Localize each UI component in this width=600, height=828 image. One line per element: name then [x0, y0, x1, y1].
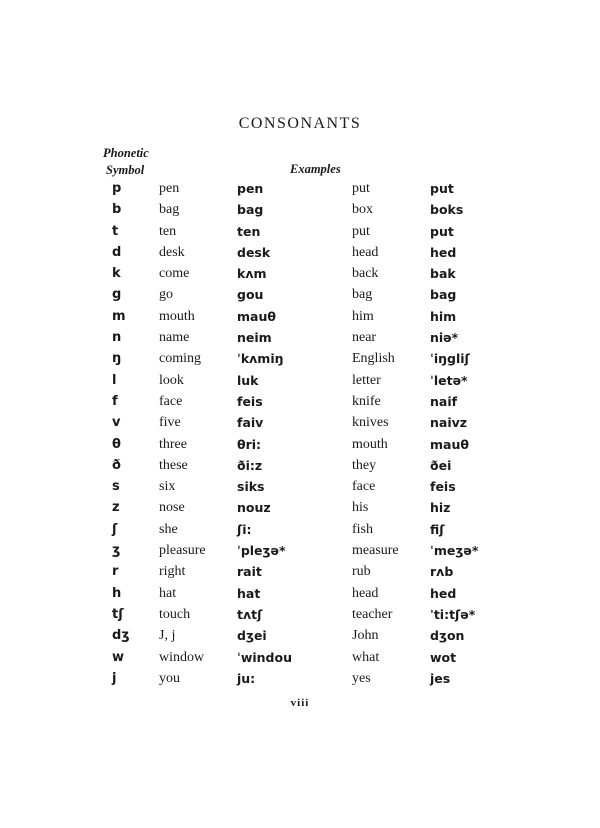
- example-word-2: knives: [352, 415, 389, 431]
- example-word: three: [159, 436, 187, 452]
- phonetic-symbol: ð: [112, 457, 121, 473]
- example-word-2: near: [352, 330, 377, 346]
- phonetic-symbol: f: [112, 393, 118, 409]
- example-word: these: [159, 457, 188, 473]
- example-word: come: [159, 266, 190, 282]
- example-word: ten: [159, 223, 177, 239]
- example-transcription-2: wot: [430, 649, 457, 665]
- example-transcription-2: rʌb: [430, 564, 454, 580]
- phonetic-symbol: l: [112, 372, 117, 388]
- example-transcription: neim: [237, 330, 272, 346]
- table-row: [0, 224, 600, 245]
- table-row: [0, 309, 600, 330]
- example-word-2: what: [352, 649, 380, 665]
- example-word: hat: [159, 585, 177, 601]
- example-transcription: kʌm: [237, 266, 267, 282]
- example-transcription: ʃi:: [237, 521, 252, 537]
- table-row: [0, 479, 600, 500]
- example-word-2: knife: [352, 393, 381, 409]
- symbol-header-line2: Symbol: [106, 163, 145, 177]
- example-transcription-2: ˈmeʒə*: [430, 543, 479, 559]
- symbol-header-line1: Phonetic: [103, 146, 149, 160]
- table-row: [0, 330, 600, 351]
- example-word-2: letter: [352, 372, 381, 388]
- table-row: [0, 181, 600, 202]
- phonetic-symbol: tʃ: [112, 606, 124, 622]
- example-word-2: box: [352, 202, 373, 218]
- example-word-2: they: [352, 457, 377, 473]
- example-word: J, j: [159, 628, 176, 644]
- example-word-2: bag: [352, 287, 373, 303]
- example-transcription: ˈkʌmiŋ: [237, 351, 284, 367]
- table-row: [0, 351, 600, 372]
- table-row: [0, 394, 600, 415]
- example-word: desk: [159, 244, 185, 260]
- table-row: [0, 543, 600, 564]
- phonetic-symbol: b: [112, 202, 122, 218]
- phonetic-symbol: t: [112, 223, 119, 239]
- phonetic-symbol: r: [112, 564, 119, 580]
- example-transcription: luk: [237, 372, 259, 388]
- example-transcription: pen: [237, 181, 264, 196]
- phonetic-symbol: n: [112, 330, 122, 346]
- phonetic-symbol: ʒ: [112, 543, 121, 559]
- example-transcription: bag: [237, 202, 264, 218]
- table-row: [0, 500, 600, 521]
- table-row: [0, 628, 600, 649]
- phonetic-symbol: v: [112, 415, 121, 431]
- example-transcription: θri:: [237, 436, 262, 452]
- example-transcription-2: ðei: [430, 457, 452, 473]
- table-row: [0, 287, 600, 308]
- phonetic-symbol: ʃ: [112, 521, 118, 537]
- example-transcription: siks: [237, 479, 265, 495]
- example-word: coming: [159, 351, 201, 367]
- example-word-2: teacher: [352, 606, 393, 622]
- example-transcription-2: hiz: [430, 500, 451, 516]
- example-transcription: tʌtʃ: [237, 606, 263, 622]
- page-title: CONSONANTS: [238, 115, 362, 132]
- example-transcription-2: hed: [430, 244, 457, 260]
- example-transcription: hat: [237, 585, 261, 601]
- example-transcription: faiv: [237, 415, 264, 431]
- example-transcription-2: fiʃ: [430, 521, 445, 537]
- page-number: viii: [290, 697, 310, 709]
- example-word-2: rub: [352, 564, 371, 580]
- phonetic-symbol: dʒ: [112, 628, 130, 644]
- example-word-2: English: [352, 351, 395, 367]
- example-word: five: [159, 415, 181, 431]
- example-transcription-2: bak: [430, 266, 456, 282]
- example-transcription-2: hed: [430, 585, 457, 601]
- example-transcription-2: him: [430, 308, 457, 324]
- example-transcription: ˈpleʒə*: [237, 543, 286, 559]
- example-word-2: measure: [352, 543, 399, 559]
- example-transcription-2: bag: [430, 287, 457, 303]
- phonetic-symbol: s: [112, 479, 120, 495]
- example-word: six: [159, 479, 176, 495]
- example-transcription-2: naivz: [430, 415, 468, 431]
- table-row: [0, 437, 600, 458]
- phonetic-symbol: h: [112, 585, 122, 601]
- example-word: you: [159, 670, 180, 686]
- example-word-2: head: [352, 244, 379, 260]
- table-row: [0, 415, 600, 436]
- example-transcription: dʒei: [237, 628, 267, 644]
- example-transcription: gou: [237, 287, 264, 303]
- example-transcription: ten: [237, 223, 261, 239]
- example-transcription-2: put: [430, 181, 454, 196]
- example-transcription: ði:z: [237, 457, 263, 473]
- example-transcription-2: mauθ: [430, 436, 469, 452]
- example-transcription-2: feis: [430, 479, 456, 495]
- example-word-2: John: [352, 628, 379, 644]
- example-word-2: put: [352, 223, 370, 239]
- example-transcription-2: put: [430, 223, 454, 239]
- example-transcription: ˈwindou: [237, 649, 292, 665]
- example-transcription-2: ˈletə*: [430, 372, 468, 388]
- example-word: touch: [159, 606, 191, 622]
- example-transcription: ju:: [237, 670, 256, 686]
- phonetic-symbol: m: [112, 308, 126, 324]
- example-word: nose: [159, 500, 185, 516]
- phonetic-symbol: z: [112, 500, 120, 516]
- example-word-2: face: [352, 479, 376, 495]
- example-transcription-2: boks: [430, 202, 464, 218]
- table-row: [0, 586, 600, 607]
- example-word: pleasure: [159, 543, 206, 559]
- example-word: go: [159, 287, 173, 303]
- example-transcription-2: dʒon: [430, 628, 465, 644]
- example-transcription-2: niə*: [430, 330, 459, 346]
- table-row: [0, 202, 600, 223]
- example-word: bag: [159, 202, 180, 218]
- example-transcription-2: naif: [430, 393, 458, 409]
- example-transcription: desk: [237, 244, 271, 260]
- table-row: [0, 607, 600, 628]
- example-transcription: mauθ: [237, 308, 276, 324]
- example-word-2: him: [352, 308, 374, 324]
- example-word-2: put: [352, 181, 370, 196]
- table-row: [0, 458, 600, 479]
- phonetic-symbol: g: [112, 287, 122, 303]
- phonetic-symbol: p: [112, 181, 122, 196]
- example-transcription: feis: [237, 393, 263, 409]
- phonetic-symbol: ŋ: [112, 351, 122, 367]
- table-row: [0, 564, 600, 585]
- example-transcription: rait: [237, 564, 262, 580]
- table-row: [0, 266, 600, 287]
- example-word-2: fish: [352, 521, 373, 537]
- example-transcription-2: ˈti:tʃə*: [430, 606, 476, 622]
- phonetic-symbol: d: [112, 244, 122, 260]
- phonetic-symbol: θ: [112, 436, 121, 452]
- example-transcription-2: jes: [430, 670, 451, 686]
- example-word: window: [159, 649, 205, 665]
- examples-column-header: Examples: [290, 162, 341, 176]
- symbol-column-header: [103, 145, 183, 179]
- table-row: [0, 650, 600, 671]
- example-word-2: yes: [352, 670, 371, 686]
- example-word: face: [159, 393, 183, 409]
- phonetic-symbol: k: [112, 266, 121, 282]
- phonetic-symbol: j: [112, 670, 117, 686]
- table-row: [0, 245, 600, 266]
- example-word-2: head: [352, 585, 379, 601]
- table-row: [0, 522, 600, 543]
- phonetic-symbol: w: [112, 649, 125, 665]
- example-word: look: [159, 372, 184, 388]
- example-word: pen: [159, 181, 180, 196]
- example-word-2: mouth: [352, 436, 388, 452]
- example-transcription-2: ˈiŋgliʃ: [430, 351, 470, 367]
- example-transcription: nouz: [237, 500, 271, 516]
- example-word: mouth: [159, 308, 195, 324]
- consonant-table: [0, 181, 600, 692]
- example-word-2: back: [352, 266, 379, 282]
- example-word-2: his: [352, 500, 369, 516]
- example-word: name: [159, 330, 190, 346]
- example-word: right: [159, 564, 186, 580]
- table-row: [0, 671, 600, 692]
- table-row: [0, 373, 600, 394]
- example-word: she: [159, 521, 178, 537]
